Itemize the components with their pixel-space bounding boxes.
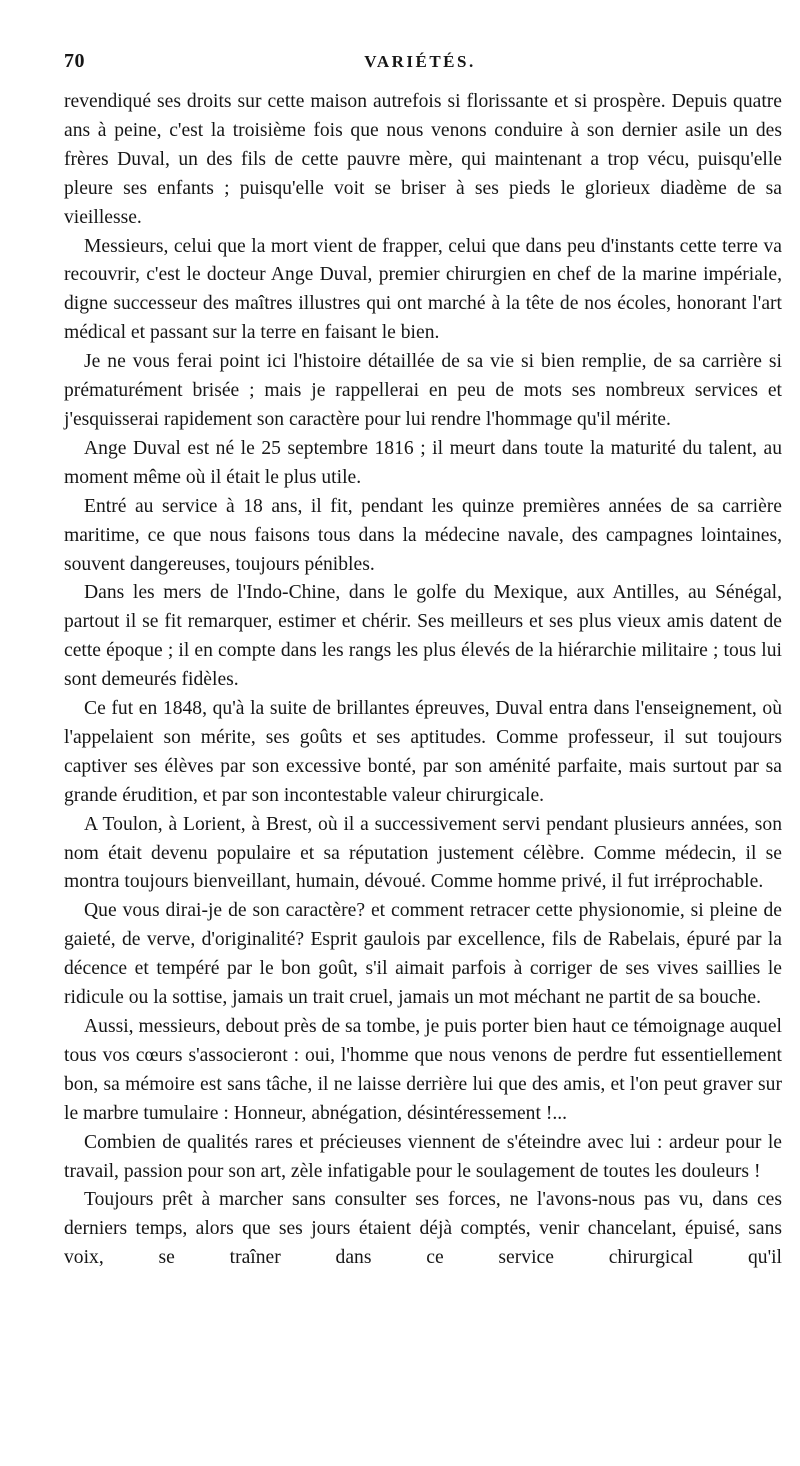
paragraph-caractere: Que vous dirai-je de son caractère? et comment retracer cette physionomie, si pleine de gaieté, de verve, d'originalité? Esprit gaulois par excellence, fils de Rabelais, épuré par la décence et tempéré par le bon goût, s'il aimait parfois à corriger de ses vives saillies le ridicule ou la sottise, jamais un trait cruel, jamais un mot méchant ne partit de sa bouche.: [64, 900, 782, 1009]
paragraph-naissance: Ange Duval est né le 25 septembre 1816 ; il meurt dans toute la maturité du talent, au moment même où il était le plus utile.: [64, 437, 782, 488]
paragraph-messieurs: Messieurs, celui que la mort vient de frapper, celui que dans peu d'instants cette terre va recouvrir, c'est le docteur Ange Duval, premier chirurgien en chef de la marine impériale, digne successeur des maîtres illustres qui ont marché à la tête de nos écoles, honorant l'art médical et passant sur la terre en faisant le bien.: [64, 235, 782, 344]
paragraph-histoire: Je ne vous ferai point ici l'histoire détaillée de sa vie si bien remplie, de sa carrière si prématurément brisée ; mais je rappellerai en peu de mots ses nombreux services et j'esquisserai rapidement son caractère pour lui rendre l'hommage qu'il mérite.: [64, 351, 782, 430]
paragraph-continuation: revendiqué ses droits sur cette maison autrefois si florissante et si prospère. Depuis quatre ans à peine, c'est la troisième fois que nous venons conduire à son dernier asile un des frères Duval, un des fils de cette pauvre mère, qui maintenant a trop vécu, puisqu'elle pleure ses enfants ; puisqu'elle voit se briser à ses pieds le glorieux diadème de sa vieillesse.: [64, 91, 782, 228]
paragraph-campagnes: Dans les mers de l'Indo-Chine, dans le golfe du Mexique, aux Antilles, au Sénégal, partout il se fit remarquer, estimer et chérir. Ses meilleurs et ses plus vieux amis datent de cette époque ; il en compte dans les rangs les plus élevés de la hiérarchie militaire ; tous lui sont demeurés fidèles.: [64, 582, 782, 691]
paragraph-toujours-pret: Toujours prêt à marcher sans consulter ses forces, ne l'avons-nous pas vu, dans ces derniers temps, alors que ses jours étaient déjà comptés, venir chancelant, épuisé, sans voix, se traîner dans ce service chirurgical qu'il: [64, 1189, 782, 1269]
paragraph-qualites: Combien de qualités rares et précieuses viennent de s'éteindre avec lui : ardeur pour le travail, passion pour son art, zèle infatigable pour le soulagement de toutes les douleurs !: [64, 1131, 782, 1182]
running-title: VARIÉTÉS.: [364, 52, 476, 71]
page-number: 70: [64, 50, 85, 72]
body-text: [64, 88, 782, 1273]
paragraph-temoignage: Aussi, messieurs, debout près de sa tombe, je puis porter bien haut ce témoignage auquel tous vos cœurs s'associeront : oui, l'homme que nous venons de perdre fut essentiellement bon, sa mémoire est sans tâche, il ne laisse derrière lui que des amis, et l'on peut graver sur le marbre tumulaire : Honneur, abnégation, désintéressement !...: [64, 1016, 782, 1124]
paragraph-ports: A Toulon, à Lorient, à Brest, où il a successivement servi pendant plusieurs années, son nom était devenu populaire et sa réputation justement célèbre. Comme médecin, il se montra toujours bienveillant, humain, dévoué. Comme homme privé, il fut irréprochable.: [64, 813, 782, 893]
page-header: [64, 50, 776, 80]
paragraph-service: Entré au service à 18 ans, il fit, pendant les quinze premières années de sa carrière maritime, ce que nous faisons tous dans la médecine navale, des campagnes lointaines, souvent dangereuses, toujours pénibles.: [64, 495, 782, 575]
paragraph-enseignement: Ce fut en 1848, qu'à la suite de brillantes épreuves, Duval entra dans l'enseignement, où l'appelaient son mérite, ses goûts et ses aptitudes. Comme professeur, il sut toujours captiver ses élèves par son excessive bonté, par son aménité parfaite, mais surtout par sa grande érudition, et par son incontestable valeur chirurgicale.: [64, 698, 782, 806]
